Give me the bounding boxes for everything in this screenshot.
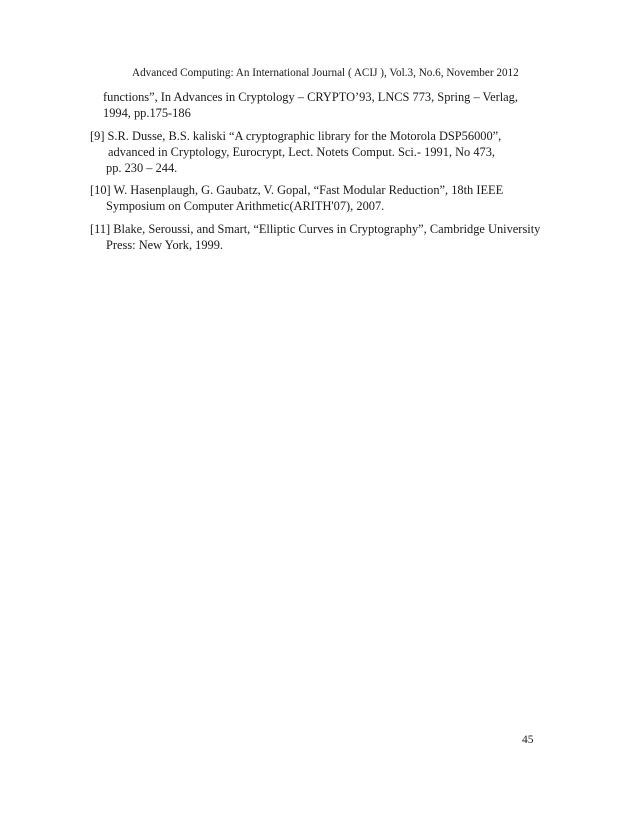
reference-line: Press: New York, 1999. xyxy=(106,238,224,252)
reference-item-11 xyxy=(90,221,540,253)
reference-line: 1994, pp.175-186 xyxy=(103,106,191,120)
reference-line: [9] S.R. Dusse, B.S. kaliski “A cryptographic library for the Motorola DSP56000”, xyxy=(90,129,502,143)
running-header: Advanced Computing: An International Journal ( ACIJ ), Vol.3, No.6, November 2012 xyxy=(132,67,519,79)
reference-line: pp. 230 – 244. xyxy=(106,161,178,175)
reference-line: functions”, In Advances in Cryptology – CRYPTO’93, LNCS 773, Spring – Verlag, xyxy=(103,90,518,104)
reference-item-9 xyxy=(90,128,501,176)
reference-item-10 xyxy=(90,182,503,214)
reference-line: Symposium on Computer Arithmetic(ARITH'07), 2007. xyxy=(106,199,385,213)
reference-line: advanced in Cryptology, Eurocrypt, Lect. Notets Comput. Sci.- 1991, No 473, xyxy=(108,145,496,159)
reference-line: [11] Blake, Seroussi, and Smart, “Elliptic Curves in Cryptography”, Cambridge University xyxy=(90,222,541,236)
reference-item-8-continued xyxy=(103,89,518,121)
reference-line: [10] W. Hasenplaugh, G. Gaubatz, V. Gopal, “Fast Modular Reduction”, 18th IEEE xyxy=(90,183,504,197)
page-number: 45 xyxy=(522,734,534,746)
